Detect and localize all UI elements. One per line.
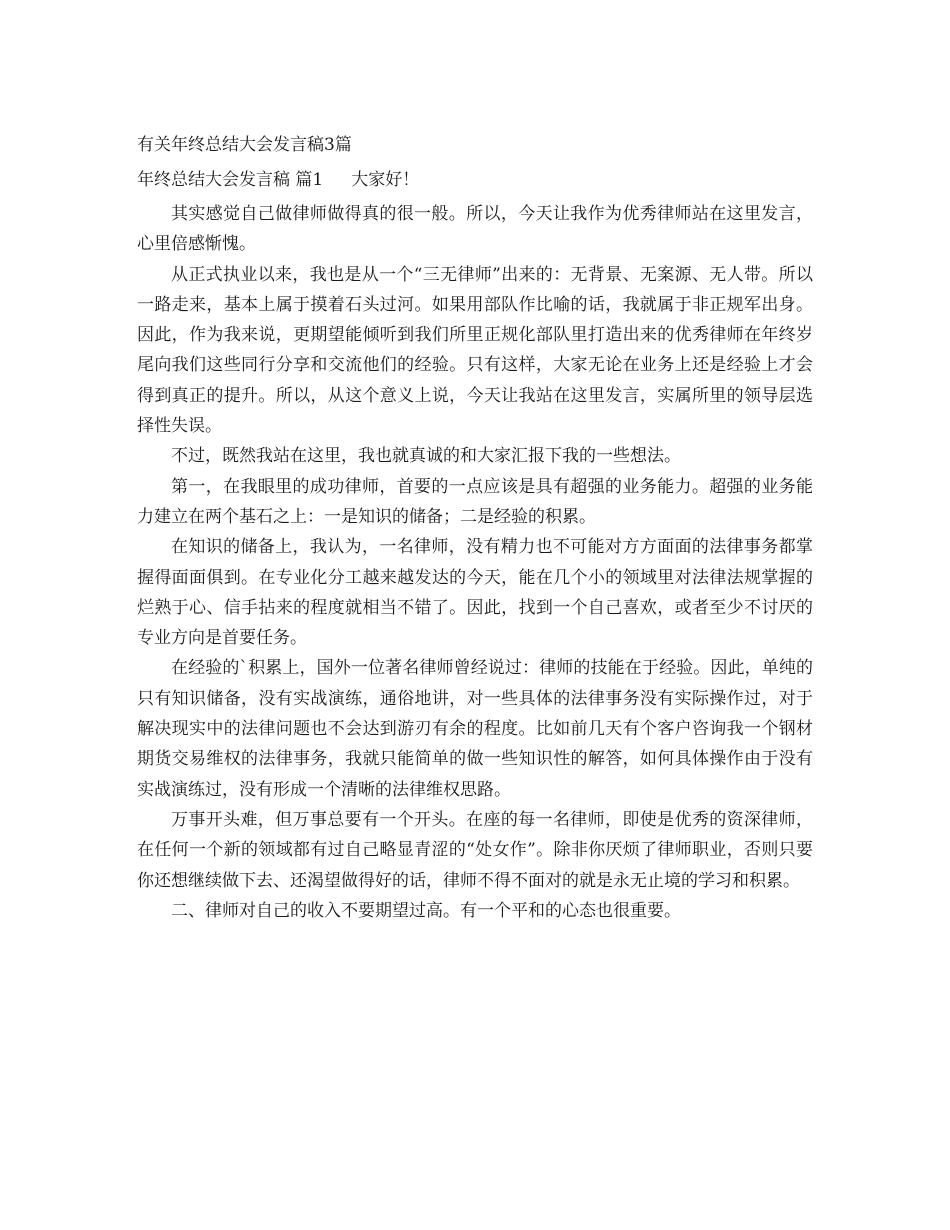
paragraph: 不过，既然我站在这里，我也就真诚的和大家汇报下我的一些想法。 — [171, 446, 681, 467]
paragraph: 第一，在我眼里的成功律师，首要的一点应该是具有超强的业务能力。超强的业务能力建立在两个基石之上：一是知识的储备；二是经验的积累。 — [137, 476, 813, 527]
paragraph: 从正式执业以来，我也是从一个“三无律师”出来的：无背景、无案源、无人带。所以一路走来，基本上属于摸着石头过河。如果用部队作比喻的话，我就属于非正规军出身。因此，作为我来说，更期望能倾听到我们所里正规化部队里打造出来的优秀律师在年终岁尾向我们这些同行分享和交流他们的经验。只有这样，大家无论在业务上还是经验上才会得到真正的提升。所以，从这个意义上说，今天让我站在这里发言，实属所里的领导层选择性失误。 — [137, 264, 813, 437]
greeting-text: 大家好！ — [351, 170, 420, 190]
document-title: 有关年终总结大会发言稿3篇 — [137, 135, 352, 155]
paragraph: 在知识的储备上，我认为，一名律师，没有精力也不可能对方方面面的法律事务都掌握得面面俱到。在专业化分工越来越发达的今天，能在几个小的领域里对法律法规掌握的烂熟于心、信手拈来的程度就相当不错了。因此，找到一个自己喜欢，或者至少不讨厌的专业方向是首要任务。 — [137, 537, 813, 649]
paragraph: 在经验的`积累上，国外一位著名律师曾经说过：律师的技能在于经验。因此，单纯的只有知识储备，没有实战演练，通俗地讲，对一些具体的法律事务没有实际操作过，对于解决现实中的法律问题也不会达到游刃有余的程度。比如前几天有个客户咨询我一个钢材期货交易维权的法律事务，我就只能简单的做一些知识性的解答，如何具体操作由于没有实战演练过，没有形成一个清晰的法律维权思路。 — [137, 658, 813, 800]
paragraph: 其实感觉自己做律师做得真的很一般。所以，今天让我作为优秀律师站在这里发言，心里倍感惭愧。 — [137, 204, 813, 255]
paragraph: 万事开头难，但万事总要有一个开头。在座的每一名律师，即使是优秀的资深律师，在任何一个新的领域都有过自己略显青涩的“处女作”。除非你厌烦了律师职业，否则只要你还想继续做下去、还渴望做得好的话，律师不得不面对的就是永无止境的学习和积累。 — [137, 809, 813, 891]
section-heading: 年终总结大会发言稿 篇1 — [137, 170, 324, 190]
document-subtitle-line — [137, 169, 419, 191]
paragraph: 二、律师对自己的收入不要期望过高。有一个平和的心态也很重要。 — [171, 900, 681, 921]
document-body — [137, 199, 813, 926]
